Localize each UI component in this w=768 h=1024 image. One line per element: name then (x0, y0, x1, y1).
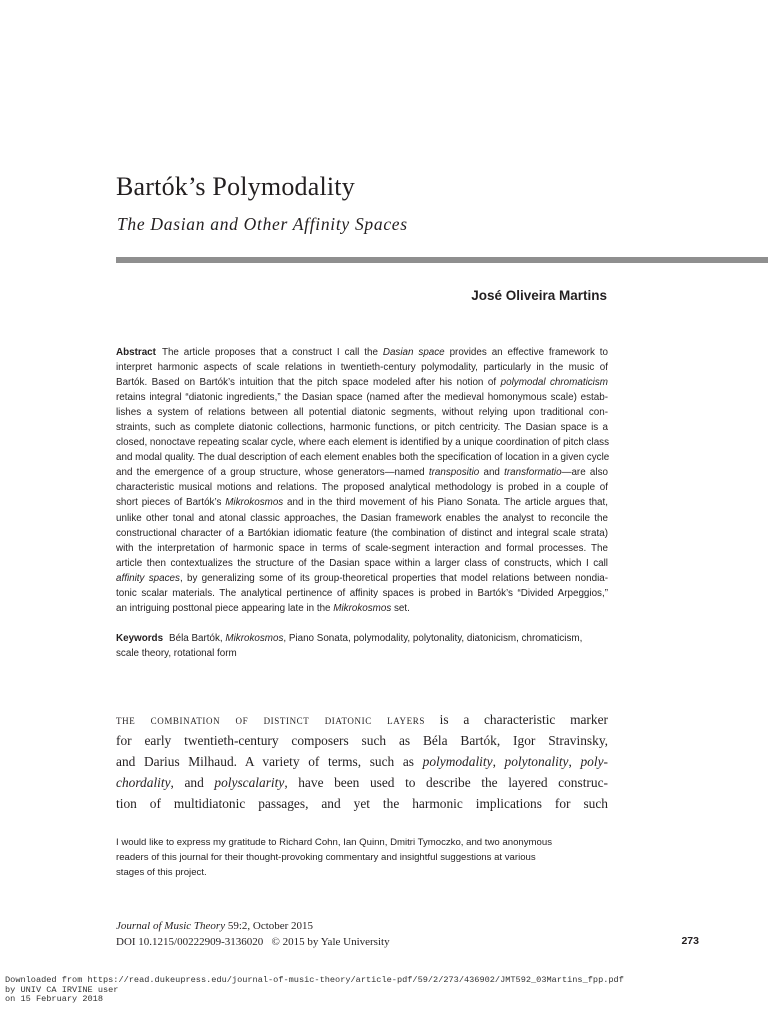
abstract-line: article then contextualizes the structure of the Dasian space within a larger class of constructs, which I call (116, 557, 608, 569)
body-line: the combination of distinct diatonic layers is a characteristic marker (116, 712, 608, 727)
abstract-line: unlike other tonal and atonal classic approaches, the Dasian framework enables the analyst to reconcile the (116, 512, 608, 524)
title-divider (116, 257, 768, 263)
download-note (5, 976, 624, 1005)
keywords-line: scale theory, rotational form (116, 648, 237, 660)
abstract-line: short pieces of Bartók’s Mikrokosmos and in the third movement of his Piano Sonata. The article argues that, (116, 497, 608, 509)
download-line: on 15 February 2018 (5, 994, 103, 1005)
body-line: and Darius Milhaud. A variety of terms, such as polymodality, polytonality, poly- (116, 754, 608, 769)
body-line: chordality, and polyscalarity, have been used to describe the layered construc- (116, 775, 608, 790)
footnote-line: stages of this project. (116, 866, 207, 878)
journal-info (116, 918, 390, 950)
abstract-line: Bartók. Based on Bartók’s intuition that the pitch space modeled after his notion of polymodal chromaticism (116, 377, 608, 389)
abstract-line: constructional character of a Bartókian idiomatic feature (the combination of distinct and integral scale strata) (116, 527, 608, 539)
journal-name: Journal of Music Theory (116, 920, 226, 932)
abstract-line: straints, such as complete diatonic collections, harmonic functions, or pitch centricity. The Dasian space is a (116, 422, 608, 434)
keywords (116, 631, 608, 661)
page-number: 273 (681, 935, 699, 947)
keywords-line-label: Keywords (116, 633, 164, 644)
abstract-line: retains integral “diatonic ingredients,” the Dasian space (named after the medieval homonymous scale) estab- (116, 392, 608, 404)
abstract (116, 345, 608, 616)
abstract-line: with the interpretation of harmonic space in terms of scale-segment interaction and formal processes. The (116, 542, 608, 554)
abstract-line: lishes a system of relations between all potential diatonic segments, without relying upon traditional con- (116, 407, 608, 419)
abstract-line: closed, nonoctave repeating scalar cycle, where each element is identified by a unique coordination of pitch class (116, 437, 610, 449)
download-line: by UNIV CA IRVINE user (5, 984, 119, 995)
body-line: tion of multidiatonic passages, and yet the harmonic implications for such (116, 796, 608, 811)
abstract-line: an intriguing posttonal piece appearing late in the Mikrokosmos set. (116, 602, 410, 614)
footnote-line: I would like to express my gratitude to Richard Cohn, Ian Quinn, Dmitri Tymoczko, and two anonymous (116, 837, 553, 848)
body-text (116, 709, 608, 814)
abstract-line: affinity spaces, by generalizing some of its group-theoretical properties that model relations between nondia- (116, 572, 609, 584)
abstract-line: tonic scalar materials. The analytical pertinence of affinity spaces is probed in Bartók’s “Divided Arpeggios,” (116, 587, 608, 599)
footnote (116, 836, 608, 880)
download-line: Downloaded from https://read.dukeupress.edu/journal-of-music-theory/article-pdf/59/2/273/436902/JMT592_03Martins_fpp.pdf (5, 975, 624, 985)
author-name: José Oliveira Martins (471, 288, 607, 303)
abstract-line-label: Abstract (116, 347, 156, 358)
article-title: Bartók’s Polymodality (116, 172, 355, 201)
keywords-line: Keywords Béla Bartók, Mikrokosmos, Piano Sonata, polymodality, polytonality, diatonicism, chromaticism, (116, 633, 583, 644)
article-subtitle: The Dasian and Other Affinity Spaces (117, 214, 408, 234)
journal-doi: DOI 10.1215/00222909-3136020 © 2015 by Yale University (116, 936, 390, 948)
footnote-line: readers of this journal for their thought-provoking commentary and insightful suggestions at various (116, 851, 536, 863)
abstract-line: Abstract The article proposes that a construct I call the Dasian space provides an effective framework to (116, 347, 608, 358)
body-line: for early twentieth-century composers such as Béla Bartók, Igor Stravinsky, (116, 733, 608, 748)
journal-issue: 59:2, October 2015 (225, 920, 314, 932)
abstract-line: and the emergence of a group structure, whose generators—named transpositio and transformatio—are also (116, 467, 608, 479)
abstract-line: interpret harmonic aspects of scale relations in twentieth-century polymodality, particularly in the music of (116, 362, 608, 374)
abstract-line: characteristic musical motions and relations. The proposed analytical methodology is probed in a couple of (116, 482, 608, 494)
abstract-line: and modal quality. The dual description of each element enables both the specification of location in a given cycle (116, 452, 610, 464)
